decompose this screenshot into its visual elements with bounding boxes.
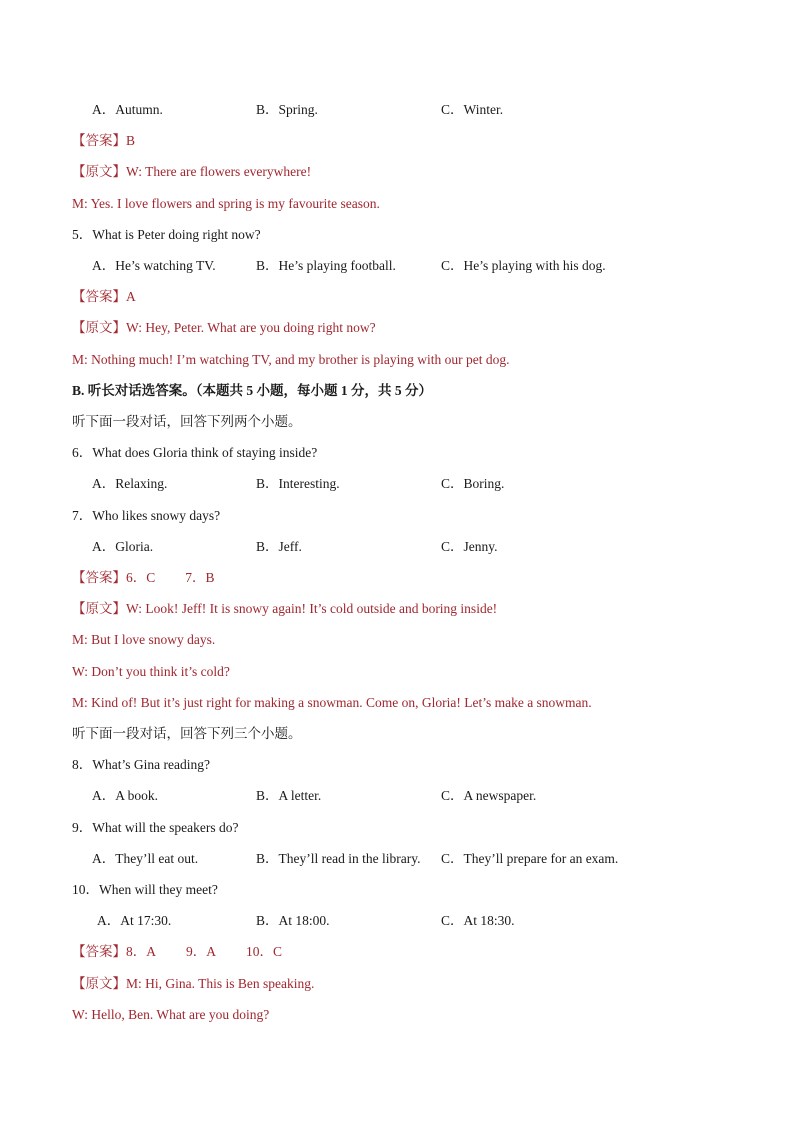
answer-value: 9．A (186, 944, 216, 959)
option-a: A．He’s watching TV. (92, 258, 216, 273)
transcript-line: M: Yes. I love flowers and spring is my favourite season. (72, 196, 380, 211)
answer-value: 7．B (185, 570, 215, 585)
option-b: B．Interesting. (256, 476, 340, 491)
answer-line (72, 943, 282, 961)
question-9: 9．What will the speakers do? (72, 820, 239, 835)
option-a: A．At 17:30. (97, 913, 172, 928)
option-b: B．He’s playing football. (256, 258, 396, 273)
transcript-line: M: Kind of! But it’s just right for making a snowman. Come on, Gloria! Let’s make a snowman. (72, 695, 592, 710)
question-5: 5．What is Peter doing right now? (72, 227, 261, 242)
option-b: B．A letter. (256, 788, 322, 803)
transcript-line: M: But I love snowy days. (72, 632, 216, 647)
transcript-line (72, 600, 497, 618)
answer-value: 10．C (246, 944, 283, 959)
transcript-text: W: Look! Jeff! It is snowy again! It’s cold outside and boring inside! (126, 601, 498, 616)
option-c: C．A newspaper. (441, 788, 537, 803)
answer-tag: 【答案】 (72, 133, 126, 148)
transcript-tag: 【原文】 (72, 601, 126, 616)
transcript-line (72, 163, 311, 181)
option-c: C．At 18:30. (441, 913, 515, 928)
answer-line (72, 132, 135, 150)
option-a: A．Relaxing. (92, 476, 168, 491)
option-b: B．They’ll read in the library. (256, 851, 421, 866)
section-heading: B. 听长对话选答案。（本题共 5 小题，每小题 1 分，共 5 分） (72, 383, 433, 398)
answer-line (72, 288, 136, 306)
question-8: 8．What’s Gina reading? (72, 757, 210, 772)
answer-tag: 【答案】 (72, 944, 126, 959)
question-7: 7．Who likes snowy days? (72, 508, 221, 523)
question-6: 6．What does Gloria think of staying inside? (72, 445, 318, 460)
transcript-line: W: Hello, Ben. What are you doing? (72, 1007, 270, 1022)
option-a: A．Gloria. (92, 539, 154, 554)
answer-value: 6．C (126, 570, 156, 585)
option-b: B．At 18:00. (256, 913, 330, 928)
question-10: 10．When will they meet? (72, 882, 218, 897)
transcript-text: M: Hi, Gina. This is Ben speaking. (126, 976, 315, 991)
section-instruction: 听下面一段对话，回答下列三个小题。 (72, 726, 302, 741)
option-b: B．Jeff. (256, 539, 302, 554)
section-instruction: 听下面一段对话，回答下列两个小题。 (72, 414, 302, 429)
transcript-line (72, 975, 314, 993)
transcript-tag: 【原文】 (72, 976, 126, 991)
transcript-line (72, 319, 376, 337)
option-c: C．Jenny. (441, 539, 498, 554)
transcript-tag: 【原文】 (72, 164, 126, 179)
answer-tag: 【答案】 (72, 289, 126, 304)
answer-value: 8．A (126, 944, 156, 959)
option-c: C．They’ll prepare for an exam. (441, 851, 619, 866)
option-b: B．Spring. (256, 102, 318, 117)
transcript-line: M: Nothing much! I’m watching TV, and my brother is playing with our pet dog. (72, 352, 510, 367)
answer-tag: 【答案】 (72, 570, 126, 585)
transcript-text: W: Hey, Peter. What are you doing right now? (126, 320, 376, 335)
option-c: C．He’s playing with his dog. (441, 258, 606, 273)
answer-value: B (126, 133, 136, 148)
answer-value: A (126, 289, 136, 304)
transcript-text: W: There are flowers everywhere! (126, 164, 312, 179)
transcript-tag: 【原文】 (72, 320, 126, 335)
transcript-line: W: Don’t you think it’s cold? (72, 664, 230, 679)
option-a: A．A book. (92, 788, 159, 803)
option-a: A．Autumn. (92, 102, 163, 117)
answer-line (72, 569, 215, 587)
option-c: C．Boring. (441, 476, 505, 491)
option-a: A．They’ll eat out. (92, 851, 199, 866)
option-c: C．Winter. (441, 102, 504, 117)
